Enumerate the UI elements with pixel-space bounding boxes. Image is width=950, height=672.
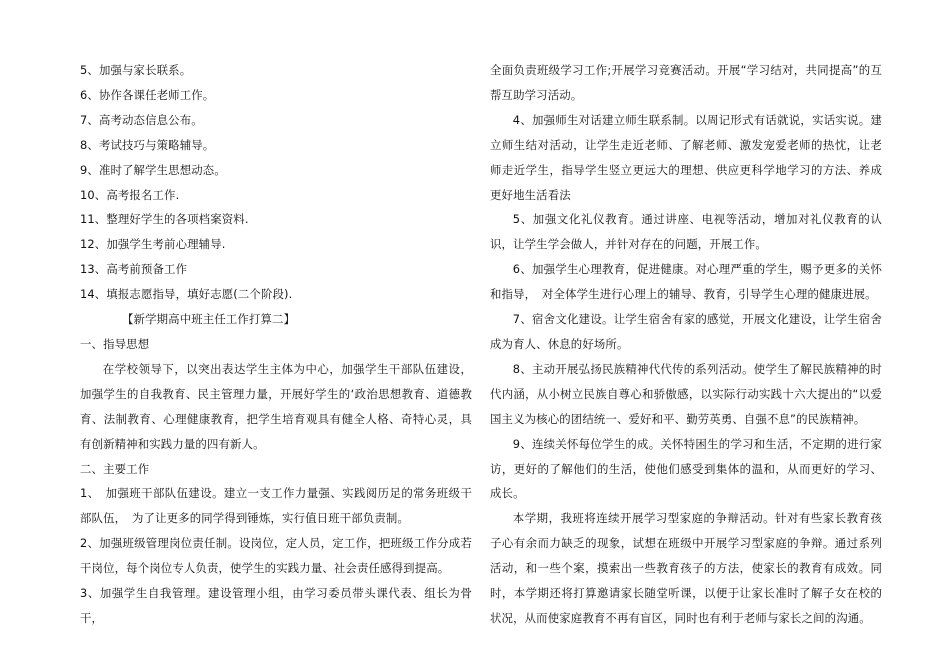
- work-item-3: 3、加强学生自我管理。建设管理小组，由学习委员带头课代表、组长为骨干，: [80, 586, 472, 625]
- left-column: [80, 58, 472, 631]
- work-item-7: 7、宿舍文化建设。让学生宿舍有家的感觉，开展文化建设，让学生宿舍成为育人、休息的好场所。: [490, 312, 882, 351]
- work-item-8: 8、主动开展弘扬民族精神代代传的系列活动。使学生了解民族精神的时代内涵，从小树立民族自尊心和骄傲感，以实际行动实践十六大提出的“以爱国主义为核心的团结统一、爱好和平、勤劳英勇、自强不息”的民族精神。: [490, 361, 882, 426]
- plan-title: 【新学期高中班主任工作打算二】: [122, 312, 296, 327]
- work-item-5: 5、加强文化礼仪教育。通过讲座、电视等活动，增加对礼仪教育的认识，让学生学会做人，并针对存在的问题，开展工作。: [490, 212, 882, 252]
- guiding-paragraph: 在学校领导下，以突出表达学生主体为中心，加强学生干部队伍建设，加强学生的自我教育、民主管理力量，开展好学生的‘政治思想教育、道德教育、法制教育、心理健康教育，把学生培育观具有健全人格、奇特心灵，具有创新精神和实践力量的四有新人。: [80, 361, 472, 451]
- list-item-5: 5、加强与家长联系。: [80, 63, 192, 77]
- list-item-7: 7、高考动态信息公布。: [80, 112, 203, 127]
- work-item-1: 1、 加强班干部队伍建设。建立一支工作力量强、实践阅历足的常务班级干部队伍， 为了让更多的同学得到锤炼，实行值日班干部负责制。: [80, 486, 472, 526]
- work-item-9: 9、连续关怀每位学生的成。关怀特困生的学习和生活，不定期的进行家访，更好的了解他们的生活，使他们感受到集体的温和，从而更好的学习、成长。: [490, 436, 882, 501]
- work-item-4: 4、加强师生对话建立师生联系制。以周记形式有话就说，实话实说。建立师生结对活动，让学生走近老师、了解老师、激发宠爱老师的热忱，让老师走近学生，指导学生竖立更远大的理想、供应更科学地学习的方法、养成更好地生活看法: [490, 112, 882, 202]
- work-item-6: 6、加强学生心理教育，促进健康。对心理严重的学生，赐予更多的关怀和指导， 对全体学生进行心理上的辅导、教育，引导学生心理的健康进展。: [490, 262, 882, 302]
- closing-paragraph: 本学期，我班将连续开展学习型家庭的争辩活动。针对有些家长教育孩子心有余而力缺乏的现象，试想在班级中开展学习型家庭的争辩。通过系列活动，和一些个案，摸索出一些教育孩子的方法，使家长的教育有成效。同时，本学期还将打算邀请家长随堂听课，以便于让家长准时了解子女在校的状况，从而使家庭教育不再有盲区，同时也有利于老师与家长之间的沟通。: [490, 511, 882, 625]
- list-item-8: 8、考试技巧与策略辅导。: [80, 137, 215, 152]
- list-item-9: 9、准时了解学生思想动态。: [80, 162, 226, 177]
- list-item-6: 6、协作各课任老师工作。: [80, 87, 215, 102]
- list-item-14: 14、填报志愿指导，填好志愿(二个阶段).: [80, 287, 293, 302]
- list-item-11: 11、整理好学生的各项档案资料.: [80, 212, 249, 227]
- section-heading-main-work: 二、主要工作: [80, 461, 150, 476]
- list-item-12: 12、加强学生考前心理辅导.: [80, 237, 226, 252]
- work-item-3-continued: 全面负责班级学习工作;开展学习竞赛活动。开展“学习结对，共同提高”的互帮互助学习活动。: [490, 63, 882, 102]
- list-item-10: 10、高考报名工作.: [80, 187, 180, 202]
- right-column: [490, 58, 882, 631]
- work-item-2: 2、加强班级管理岗位责任制。设岗位，定人员，定工作，把班级工作分成若干岗位，每个岗位专人负责，使学生的实践力量、社会责任感得到提高。: [80, 536, 472, 576]
- list-item-13: 13、高考前预备工作: [80, 262, 188, 277]
- section-heading-guiding: 一、指导思想: [80, 336, 150, 351]
